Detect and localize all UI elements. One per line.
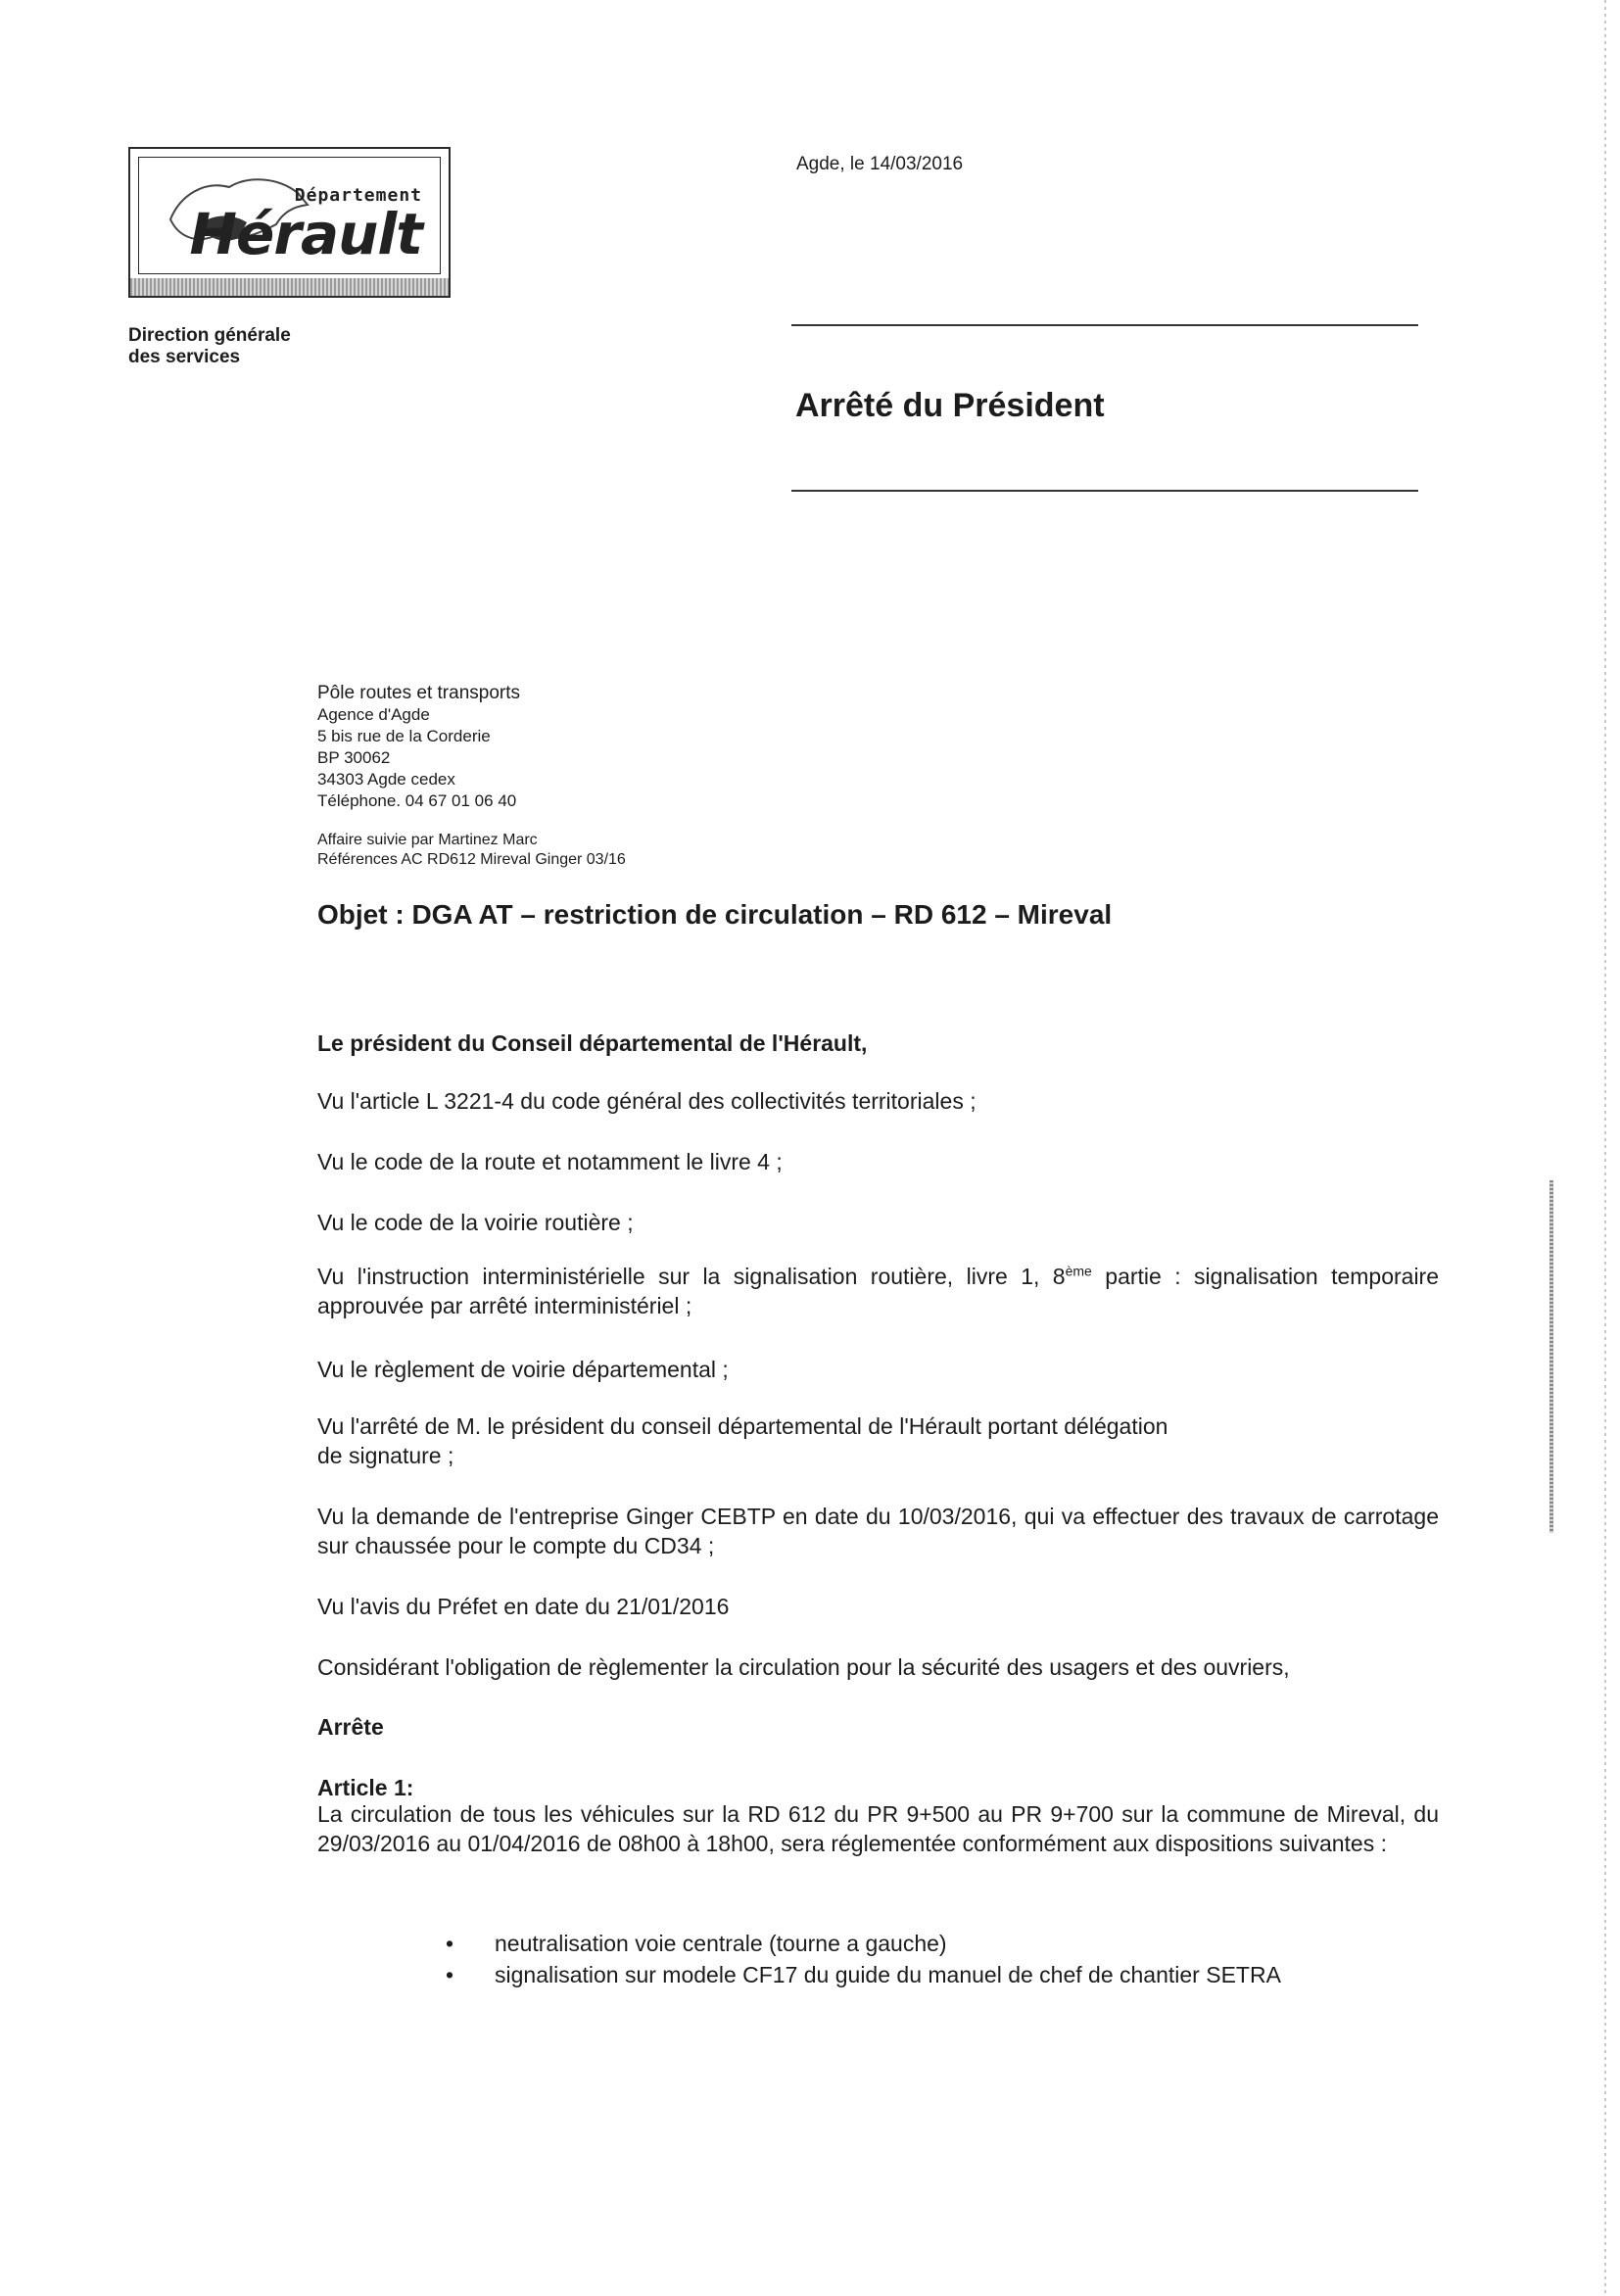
direction-line-1: Direction générale bbox=[128, 325, 291, 346]
vu-paragraph: Vu l'avis du Préfet en date du 21/01/2016 bbox=[317, 1594, 730, 1619]
vu-paragraph: Vu l'article L 3221-4 du code général des collectivités territoriales ; bbox=[317, 1088, 977, 1114]
logo-frame bbox=[138, 157, 441, 274]
arrete-heading: Arrête bbox=[317, 1714, 384, 1740]
document-date: Agde, le 14/03/2016 bbox=[796, 154, 964, 174]
logo-label-herault: Hérault bbox=[189, 201, 422, 267]
affaire-block bbox=[317, 831, 626, 870]
direction-line-2: des services bbox=[128, 347, 241, 367]
vu4-superscript: ème bbox=[1065, 1263, 1092, 1279]
sender-line: Téléphone. 04 67 01 06 40 bbox=[317, 791, 517, 810]
vu-paragraph-delegation bbox=[317, 1411, 1439, 1470]
references: Références AC RD612 Mireval Ginger 03/16 bbox=[317, 851, 626, 868]
article-1-text: La circulation de tous les véhicules sur la RD 612 du PR 9+500 au PR 9+700 sur la commune de Mireval, du 29/03/2016 au 01/04/2016 de 08h00 à 18h00, sera réglementée conformément aux dispositions suivantes : bbox=[317, 1801, 1439, 1856]
title-rule-top bbox=[791, 324, 1418, 326]
sender-address bbox=[317, 683, 520, 812]
objet-heading: Objet : DGA AT – restriction de circulation – RD 612 – Mireval bbox=[317, 899, 1113, 930]
direction-block bbox=[128, 325, 291, 368]
vu-paragraph-instruction bbox=[317, 1262, 1439, 1320]
sender-line: Pôle routes et transports bbox=[317, 683, 520, 703]
bullet-icon: • bbox=[446, 1962, 454, 1987]
bullet-icon: • bbox=[446, 1931, 454, 1956]
article-1-title: Article 1: bbox=[317, 1775, 414, 1800]
vu4-text-b: partie : signalisation temporaire approuvée par arrêté interministériel ; bbox=[317, 1264, 1440, 1318]
list-item bbox=[446, 1928, 1281, 1959]
departement-herault-logo bbox=[128, 147, 451, 298]
logo-shade-strip bbox=[130, 278, 449, 296]
considerant-paragraph: Considérant l'obligation de règlementer la circulation pour la sécurité des usagers et des ouvriers, bbox=[317, 1654, 1290, 1680]
sender-line: BP 30062 bbox=[317, 748, 391, 767]
list-item-text: neutralisation voie centrale (tourne a gauche) bbox=[495, 1931, 947, 1956]
vu6-line-2: de signature ; bbox=[317, 1443, 454, 1468]
sender-line: Agence d'Agde bbox=[317, 705, 430, 724]
vu-paragraph: Vu la demande de l'entreprise Ginger CEBTP en date du 10/03/2016, qui va effectuer des travaux de carrotage sur chaussée pour le compte du CD34 ; bbox=[317, 1504, 1439, 1558]
scan-edge-artifact bbox=[1604, 0, 1606, 2296]
scan-band-artifact bbox=[1549, 1180, 1553, 1533]
vu4-text-a: Vu l'instruction interministérielle sur la signalisation routière, livre 1, 8 bbox=[317, 1264, 1066, 1289]
vu-paragraph: Vu le règlement de voirie départemental ; bbox=[317, 1357, 729, 1382]
title-rule-bottom bbox=[791, 490, 1418, 492]
vu6-line-1: Vu l'arrêté de M. le président du conseil départemental de l'Hérault portant délégation bbox=[317, 1413, 1168, 1439]
president-heading: Le président du Conseil départemental de l'Hérault, bbox=[317, 1030, 868, 1056]
logo-label-departement: Département bbox=[294, 185, 422, 206]
list-item bbox=[446, 1959, 1281, 1990]
sender-line: 34303 Agde cedex bbox=[317, 770, 455, 789]
list-item-text: signalisation sur modele CF17 du guide du manuel de chef de chantier SETRA bbox=[495, 1962, 1281, 1987]
document-title: Arrêté du Président bbox=[795, 387, 1105, 424]
sender-line: 5 bis rue de la Corderie bbox=[317, 727, 491, 745]
article-1-bullet-list bbox=[446, 1928, 1281, 1990]
vu-paragraph: Vu le code de la voirie routière ; bbox=[317, 1210, 634, 1235]
vu-paragraph: Vu le code de la route et notamment le livre 4 ; bbox=[317, 1149, 783, 1174]
affaire-suivie: Affaire suivie par Martinez Marc bbox=[317, 832, 538, 848]
